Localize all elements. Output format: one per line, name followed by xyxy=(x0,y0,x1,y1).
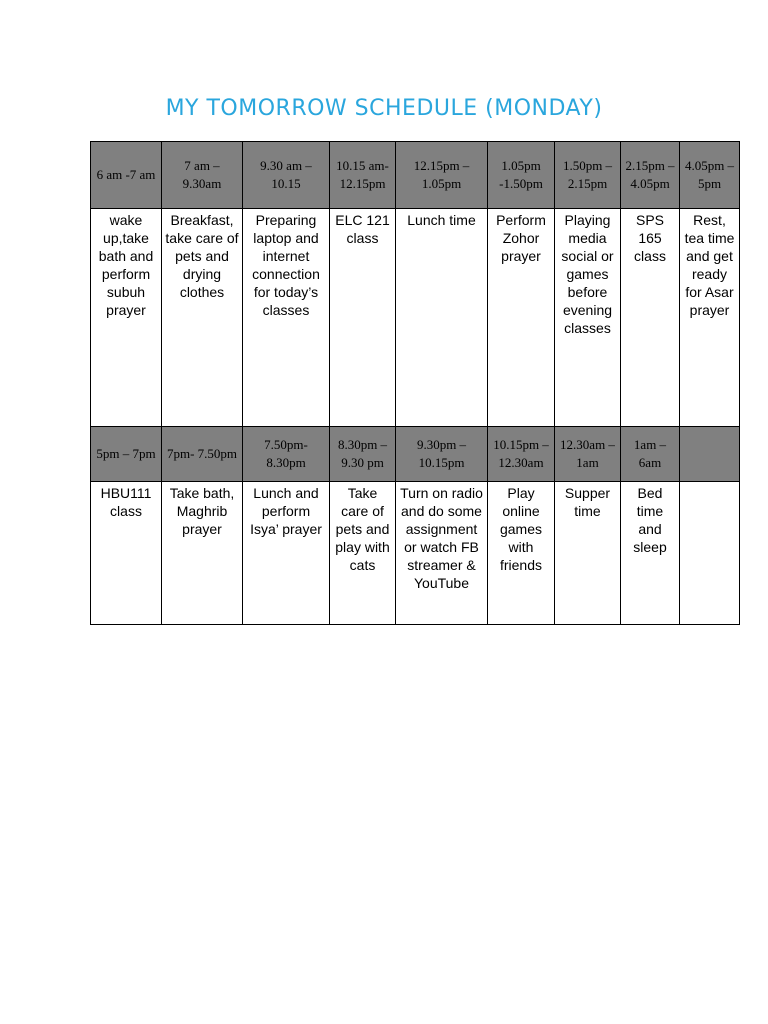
activity-cell: wake up,take bath and perform subuh prayer xyxy=(91,209,162,427)
activity-row-1 xyxy=(91,209,740,427)
time-slot: 4.05pm – 5pm xyxy=(680,142,740,209)
activity-cell: ELC 121 class xyxy=(330,209,396,427)
activity-cell: Supper time xyxy=(555,482,621,625)
time-slot: 7 am – 9.30am xyxy=(162,142,243,209)
activity-cell: SPS 165 class xyxy=(621,209,680,427)
time-slot: 7.50pm- 8.30pm xyxy=(243,427,330,482)
activity-cell: Take bath, Maghrib prayer xyxy=(162,482,243,625)
time-slot: 12.15pm – 1.05pm xyxy=(396,142,488,209)
time-slot: 6 am -7 am xyxy=(91,142,162,209)
time-slot: 9.30 am – 10.15 xyxy=(243,142,330,209)
time-slot: 10.15 am- 12.15pm xyxy=(330,142,396,209)
activity-cell: Lunch time xyxy=(396,209,488,427)
page-title: MY TOMORROW SCHEDULE (MONDAY) xyxy=(165,96,603,121)
activity-cell: Turn on radio and do some assignment or watch FB streamer & YouTube xyxy=(396,482,488,625)
activity-cell: Breakfast, take care of pets and drying clothes xyxy=(162,209,243,427)
time-slot: 5pm – 7pm xyxy=(91,427,162,482)
time-slot: 12.30am – 1am xyxy=(555,427,621,482)
time-slot: 10.15pm – 12.30am xyxy=(488,427,555,482)
time-slot: 2.15pm – 4.05pm xyxy=(621,142,680,209)
activity-cell: Lunch and perform Isya’ prayer xyxy=(243,482,330,625)
activity-cell: Preparing laptop and internet connection for today’s classes xyxy=(243,209,330,427)
activity-row-2 xyxy=(91,482,740,625)
time-slot: 7pm- 7.50pm xyxy=(162,427,243,482)
schedule-table xyxy=(90,141,740,625)
activity-cell: Rest, tea time and get ready for Asar prayer xyxy=(680,209,740,427)
time-slot: 1.05pm -1.50pm xyxy=(488,142,555,209)
activity-cell: Playing media social or games before evening classes xyxy=(555,209,621,427)
time-slot: 8.30pm – 9.30 pm xyxy=(330,427,396,482)
activity-cell: HBU111 class xyxy=(91,482,162,625)
time-slot: 1am – 6am xyxy=(621,427,680,482)
time-slot: 1.50pm – 2.15pm xyxy=(555,142,621,209)
activity-cell: Play online games with friends xyxy=(488,482,555,625)
time-header-row-1 xyxy=(91,142,740,209)
activity-cell: Bed time and sleep xyxy=(621,482,680,625)
activity-cell: Perform Zohor prayer xyxy=(488,209,555,427)
time-slot xyxy=(680,427,740,482)
time-header-row-2 xyxy=(91,427,740,482)
activity-cell: Take care of pets and play with cats xyxy=(330,482,396,625)
time-slot: 9.30pm – 10.15pm xyxy=(396,427,488,482)
activity-cell xyxy=(680,482,740,625)
